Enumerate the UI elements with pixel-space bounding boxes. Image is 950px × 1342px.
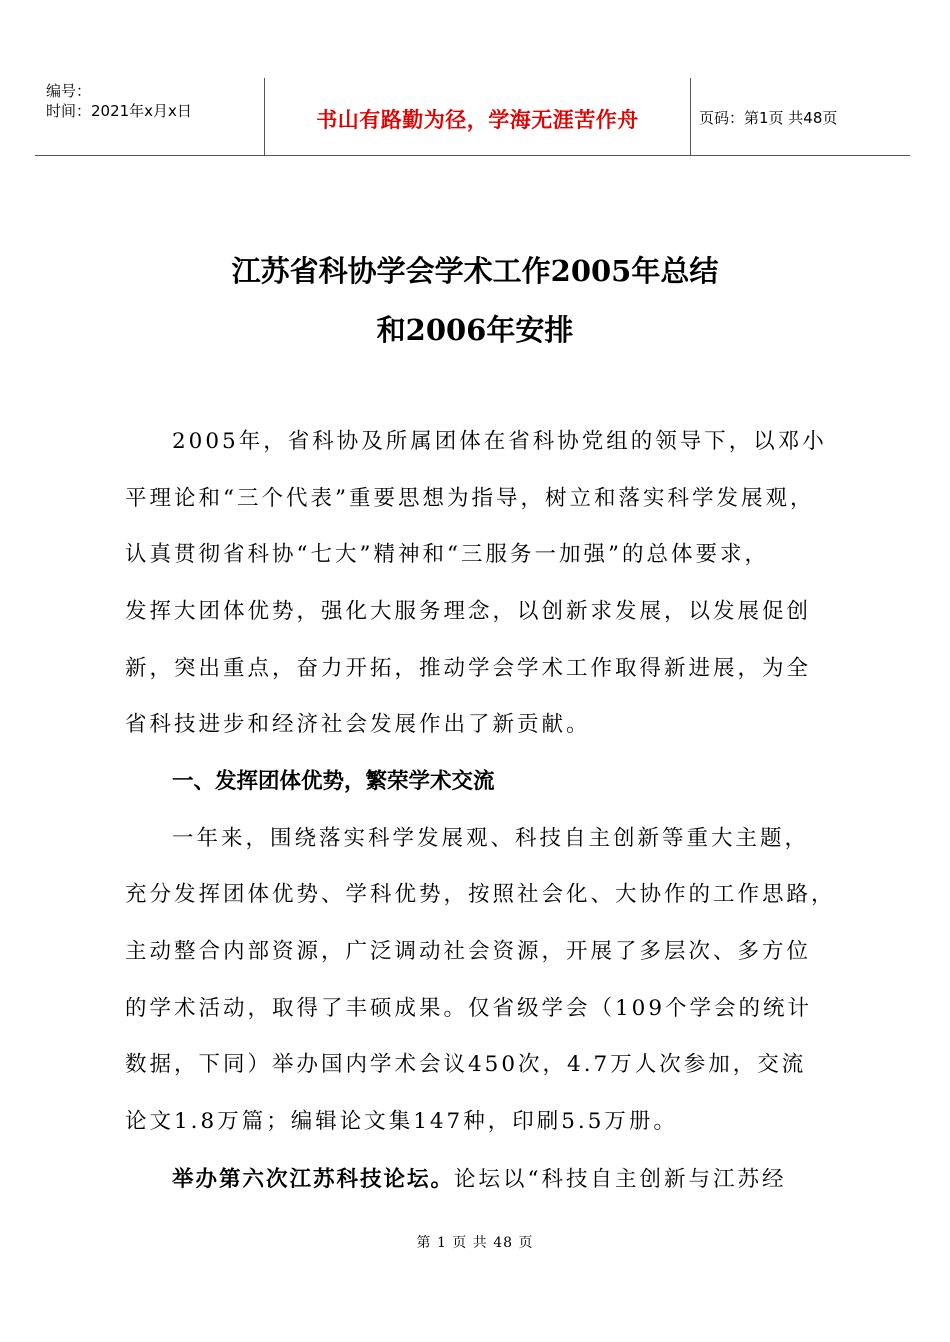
forum-text: 论坛以“科技自主创新与江苏经 xyxy=(454,1167,787,1192)
header-page-number: 页码：第1页 共48页 xyxy=(699,109,838,127)
section-1-line-4: 的学术活动，取得了丰硕成果。仅省级学会（109个学会的统计 xyxy=(125,996,813,1021)
section-1-line-2: 充分发挥团体优势、学科优势，按照社会化、大协作的工作思路， xyxy=(125,882,836,907)
document-time-label: 时间：2021年x月x日 xyxy=(46,102,192,120)
header-page-cell xyxy=(691,78,910,155)
document-title-line-1: 江苏省科协学会学术工作2005年总结 xyxy=(231,254,719,288)
intro-line-2: 平理论和“三个代表”重要思想为指导，树立和落实科学发展观， xyxy=(125,486,815,511)
forum-paragraph-line xyxy=(172,1162,907,1193)
header-motto: 书山有路勤为径，学海无涯苦作舟 xyxy=(316,108,639,132)
section-1-line-5: 数据，下同）举办国内学术会议450次，4.7万人次参加，交流 xyxy=(125,1052,807,1077)
intro-line-5: 新，突出重点，奋力开拓，推动学会学术工作取得新进展，为全 xyxy=(125,656,812,681)
forum-bold-lead: 举办第六次江苏科技论坛。 xyxy=(172,1167,455,1192)
intro-line-4: 发挥大团体优势，强化大服务理念，以创新求发展，以发展促创 xyxy=(125,599,812,624)
document-title-line-2: 和2006年安排 xyxy=(376,313,574,347)
page-footer: 第 1 页 共 48 页 xyxy=(416,1235,534,1251)
header-meta-cell xyxy=(35,78,265,155)
section-1-line-6: 论文1.8万篇；编辑论文集147种，印刷5.5万册。 xyxy=(125,1109,678,1134)
document-number-label: 编号： xyxy=(46,82,92,100)
document-header xyxy=(35,78,910,156)
intro-line-6: 省科技进步和经济社会发展作出了新贡献。 xyxy=(125,712,591,737)
intro-line-3: 认真贯彻省科协“七大”精神和“三服务一加强”的总体要求， xyxy=(125,542,769,567)
section-1-line-1: 一年来，围绕落实科学发展观、科技自主创新等重大主题， xyxy=(172,826,810,851)
intro-line-1: 2005年，省科协及所属团体在省科协党组的领导下，以邓小 xyxy=(172,429,827,454)
header-motto-cell xyxy=(265,78,691,155)
section-1-heading: 一、发挥团体优势，繁荣学术交流 xyxy=(172,769,495,794)
section-1-line-3: 主动整合内部资源，广泛调动社会资源，开展了多层次、多方位 xyxy=(125,939,812,964)
